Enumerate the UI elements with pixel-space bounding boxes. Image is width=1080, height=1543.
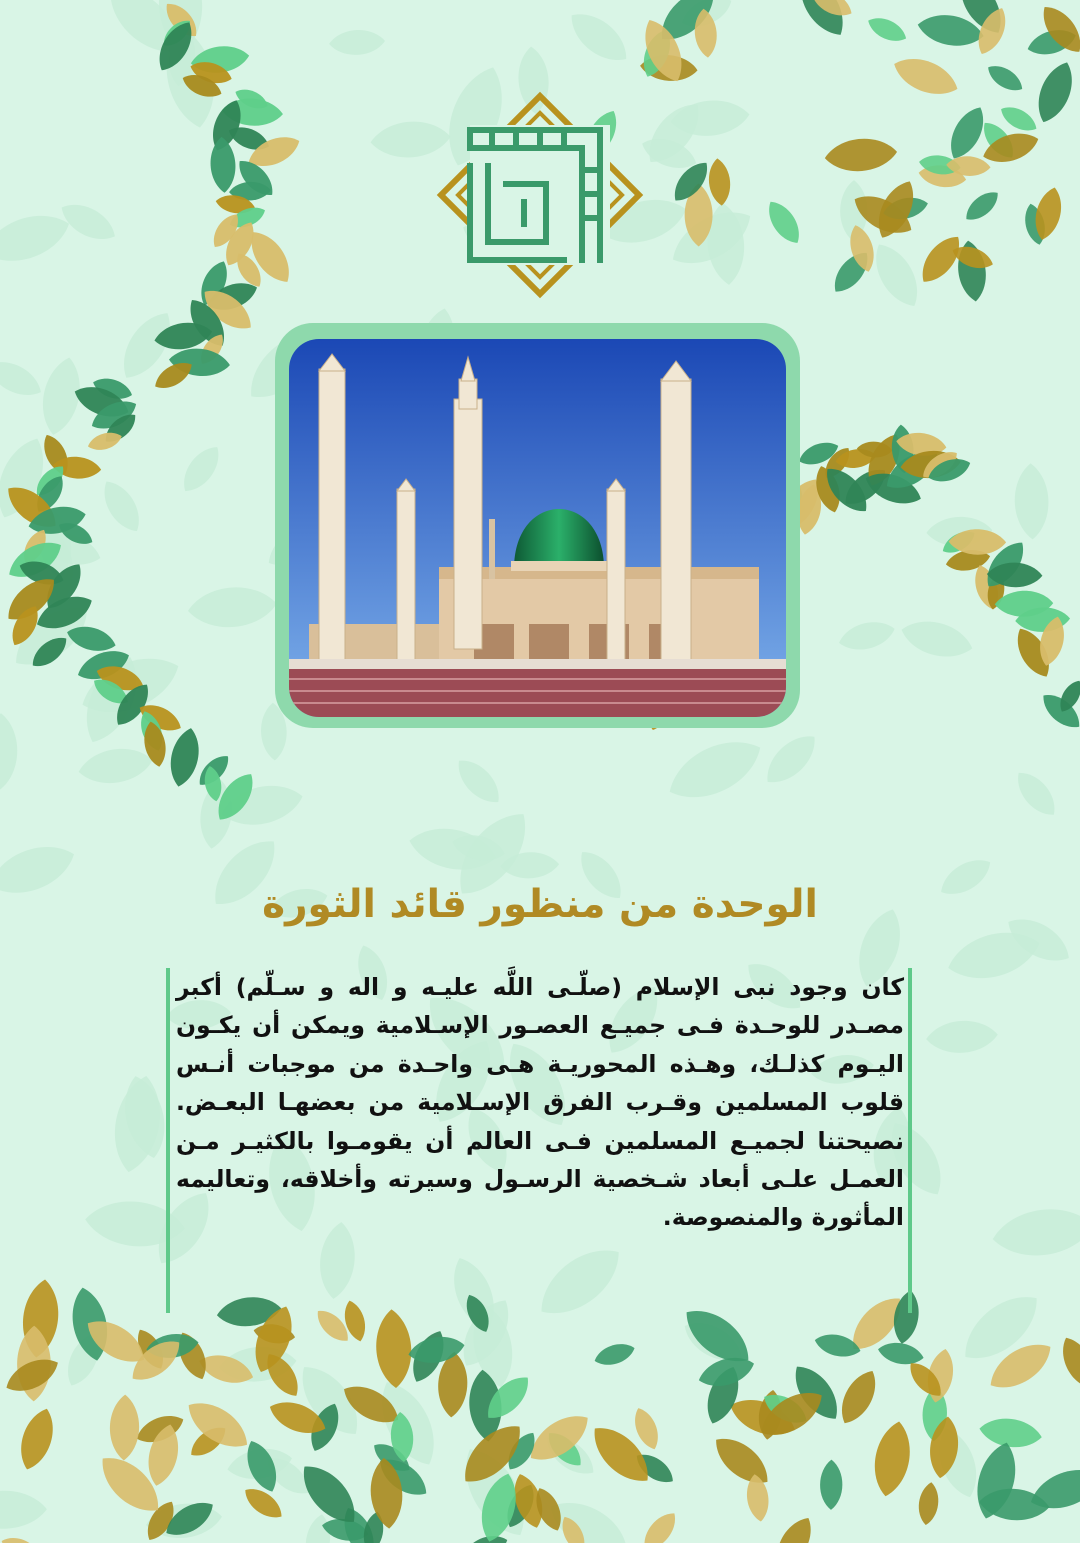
body-text: كان وجود نبی الإسلام (صلّـی اللَّه علیـه و اله و سـلّم) أكبر مصـدر للوحـدة فـی جمیـع العصـور الإسـلامیة ویمكن أن یكـون الیـوم كذلـك، وهـذه المحوریـة هـی واحـدة من موجبات أنـس قلوب المسلمین وقـرب الفرق الإسـلامیة من بعضهـا البعـض. نصیحتنا لجمیـع المسلمین فـی العالم أن یقومـوا بالكثیـر مـن العمـل علـی أبعاد شـخصیة الرسـول وسیرته وأخلاقه، وتعالیمه المأثورة والمنصوصة.	[176, 973, 904, 1232]
mosque-photo	[289, 339, 786, 717]
page-title: الوحدة من منظور قائد الثورة	[262, 882, 818, 927]
kufic-calligraphy-logo	[430, 90, 650, 300]
body-text-block	[168, 968, 912, 1313]
